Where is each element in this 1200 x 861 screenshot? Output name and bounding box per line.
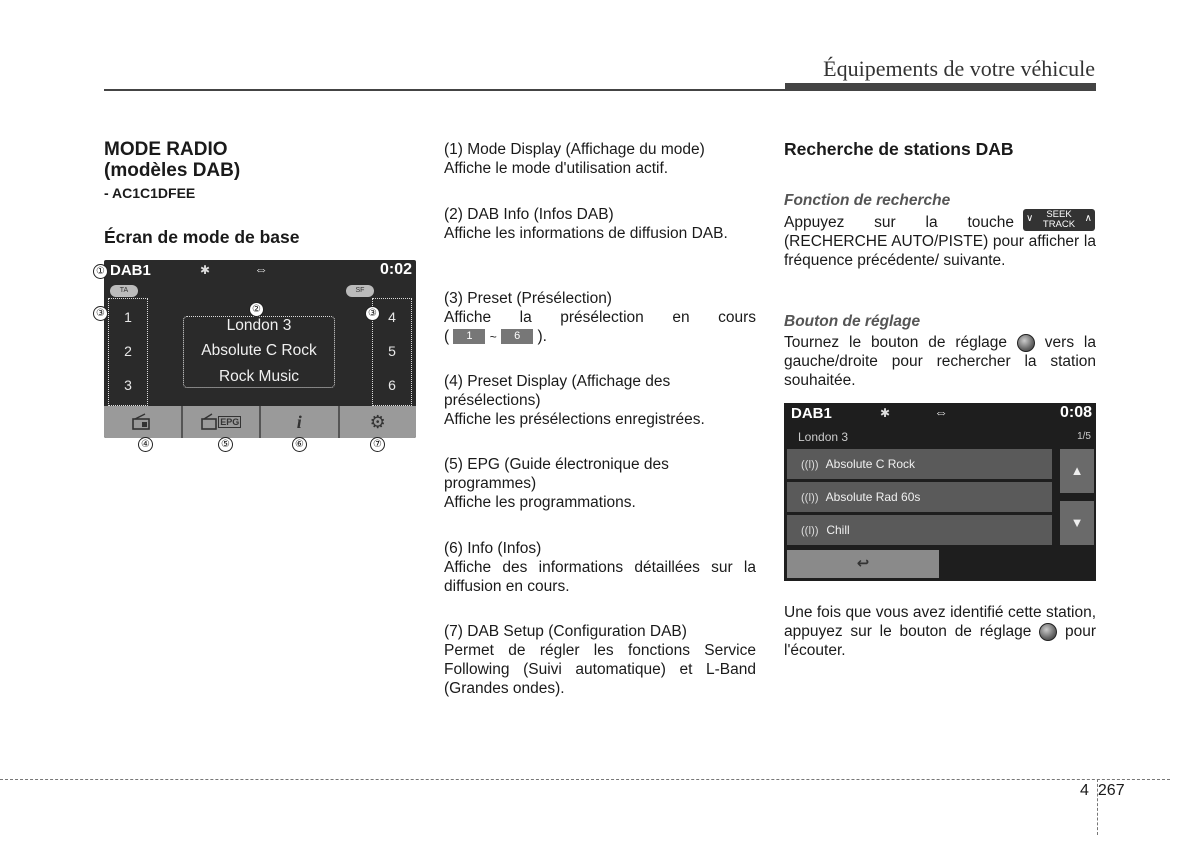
- station-row-1[interactable]: [787, 449, 1052, 479]
- footer-rule: [0, 779, 1170, 780]
- status-bar-2: [784, 403, 1096, 425]
- scroll-down-button[interactable]: [1060, 501, 1094, 545]
- preset-4[interactable]: 4: [388, 309, 396, 325]
- bluetooth-icon: ✱: [200, 263, 211, 277]
- item-1: [444, 140, 756, 178]
- item-7: [444, 622, 756, 698]
- back-button[interactable]: [787, 550, 939, 578]
- radio-icon: [131, 413, 153, 431]
- tune-knob-icon: [1039, 623, 1057, 641]
- item-7-title: (7) DAB Setup (Configuration DAB): [444, 623, 687, 640]
- listen-text-a: Une fois que vous avez identifié cette station, appuyez sur le bouton de réglage: [784, 604, 1096, 640]
- down-arrow-icon: ▼: [1070, 515, 1084, 530]
- item-7-text: Permet de régler les fonctions Service Following (Suivi automatique) et L-Band (Grandes ondes).: [444, 642, 756, 697]
- item-4-title: (4) Preset Display (Affichage des présélections): [444, 373, 671, 409]
- callout-4: ④: [138, 437, 153, 452]
- dab-info-box: [183, 316, 335, 388]
- search-text-a: Appuyez sur la touche: [784, 214, 1014, 231]
- section-title: [104, 139, 240, 181]
- usb-icon: ⇔: [934, 404, 948, 420]
- clock: 0:02: [379, 261, 412, 278]
- item-4: [444, 372, 756, 429]
- callout-2: ②: [249, 302, 264, 317]
- epg-label: EPG: [220, 417, 240, 427]
- dab-search-heading: Recherche de stations DAB: [784, 139, 1014, 159]
- dab-station-name: London 3: [226, 317, 292, 334]
- sf-badge: SF: [346, 285, 374, 297]
- bottom-button-bar: [104, 406, 416, 438]
- tune-knob-title: Bouton de réglage: [784, 313, 921, 330]
- station-list-screen: [784, 403, 1096, 581]
- info-button[interactable]: [261, 406, 340, 438]
- station-row-1-label: Absolute C Rock: [825, 457, 916, 471]
- epg-button[interactable]: [183, 406, 262, 438]
- back-arrow-icon: ↩: [856, 555, 870, 572]
- mode-display: DAB1: [110, 262, 151, 279]
- scroll-up-button[interactable]: [1060, 449, 1094, 493]
- page-header-title: Équipements de votre véhicule: [823, 56, 1095, 81]
- status-bar: [104, 260, 416, 282]
- item-5: [444, 455, 756, 512]
- preset-6[interactable]: 6: [388, 377, 396, 393]
- item-6-text: Affiche des informations détaillées sur la diffusion en cours.: [444, 559, 756, 595]
- item-3-close: ).: [537, 328, 547, 345]
- section-code: - AC1C1DFEE: [104, 185, 196, 201]
- tune-text-b: vers la gauche/droite pour rechercher la station souhaitée.: [784, 334, 1096, 389]
- basic-mode-screen: [104, 260, 416, 438]
- preset-1[interactable]: 1: [124, 309, 132, 325]
- search-function-title: Fonction de recherche: [784, 192, 951, 209]
- antenna-icon: ((ǀ)): [801, 492, 819, 504]
- antenna-icon: ((ǀ)): [801, 525, 819, 537]
- radio-small-icon: [200, 413, 218, 431]
- preset-display-button[interactable]: [104, 406, 183, 438]
- list-page-count: 1/5: [1077, 431, 1091, 442]
- item-3-title: (3) Preset (Présélection): [444, 290, 612, 307]
- preset-badge-1: 1: [453, 329, 485, 344]
- seek-track-button: [1023, 209, 1095, 231]
- seek-label: SEEK: [1046, 209, 1072, 220]
- item-5-title: (5) EPG (Guide électronique des programmes): [444, 456, 669, 492]
- dab-service-name: Absolute C Rock: [201, 342, 317, 359]
- item-1-title: (1) Mode Display (Affichage du mode): [444, 141, 705, 158]
- current-ensemble: London 3: [798, 430, 849, 444]
- station-row-3-label: Chill: [826, 523, 850, 537]
- dab-setup-button[interactable]: [340, 406, 417, 438]
- station-row-2[interactable]: [787, 482, 1052, 512]
- section-title-line1: MODE RADIO: [104, 139, 228, 160]
- callout-5: ⑤: [218, 437, 233, 452]
- item-3: [444, 289, 756, 347]
- bluetooth-icon: ✱: [880, 406, 891, 420]
- preset-5[interactable]: 5: [388, 343, 396, 359]
- ta-badge: TA: [110, 285, 138, 297]
- dab-genre: Rock Music: [218, 368, 300, 385]
- listen-paragraph: [784, 603, 1096, 660]
- usb-icon: ⇔: [254, 261, 268, 277]
- track-label: TRACK: [1042, 219, 1076, 230]
- item-4-text: Affiche les présélections enregistrées.: [444, 411, 705, 428]
- callout-7: ⑦: [370, 437, 385, 452]
- item-2-title: (2) DAB Info (Infos DAB): [444, 206, 614, 223]
- chevron-down-icon: ∨: [1026, 213, 1034, 224]
- section-title-line2: (modèles DAB): [104, 160, 241, 181]
- callout-3-left: ③: [93, 306, 108, 321]
- station-row-2-label: Absolute Rad 60s: [825, 490, 921, 504]
- gear-icon: ⚙: [369, 411, 386, 432]
- chapter-number: 4: [1080, 782, 1089, 799]
- antenna-icon: ((ǀ)): [801, 459, 819, 471]
- header-rule-accent: [785, 83, 1096, 91]
- item-6-title: (6) Info (Infos): [444, 540, 542, 557]
- page-number-value: 267: [1097, 782, 1125, 799]
- item-1-text: Affiche le mode d'utilisation actif.: [444, 160, 669, 177]
- page-number: [1080, 782, 1125, 800]
- tune-knob-icon: [1017, 334, 1035, 352]
- item-3-text: Affiche la présélection en cours: [444, 309, 756, 326]
- callout-3-right: ③: [365, 306, 380, 321]
- item-3-open: (: [444, 328, 450, 345]
- info-icon: i: [296, 411, 302, 432]
- item-6: [444, 539, 756, 596]
- preset-2[interactable]: 2: [124, 343, 132, 359]
- preset-badge-6: 6: [501, 329, 533, 344]
- tune-knob-text: [784, 333, 1096, 390]
- up-arrow-icon: ▲: [1070, 463, 1084, 478]
- item-2-text: Affiche les informations de diffusion DAB.: [444, 225, 728, 242]
- item-5-text: Affiche les programmations.: [444, 494, 636, 511]
- mode-display-2: DAB1: [791, 405, 832, 422]
- item-3-range: [444, 327, 756, 347]
- chevron-up-icon: ∧: [1084, 213, 1092, 224]
- callout-6: ⑥: [292, 437, 307, 452]
- preset-list-left[interactable]: [108, 298, 148, 406]
- search-text-b: (RECHERCHE AUTO/PISTE) pour afficher la fréquence précédente/ suivante.: [784, 233, 1096, 269]
- station-row-3[interactable]: [787, 515, 1052, 545]
- clock-2: 0:08: [1059, 404, 1092, 421]
- item-2: [444, 205, 756, 243]
- listen-text-b: pour l'écouter.: [784, 623, 1097, 659]
- tune-text-a: Tournez le bouton de réglage: [784, 334, 1008, 351]
- preset-3[interactable]: 3: [124, 377, 132, 393]
- callout-1: ①: [93, 264, 108, 279]
- item-3-tilde: ~: [489, 330, 497, 344]
- screen-subtitle: Écran de mode de base: [104, 227, 300, 247]
